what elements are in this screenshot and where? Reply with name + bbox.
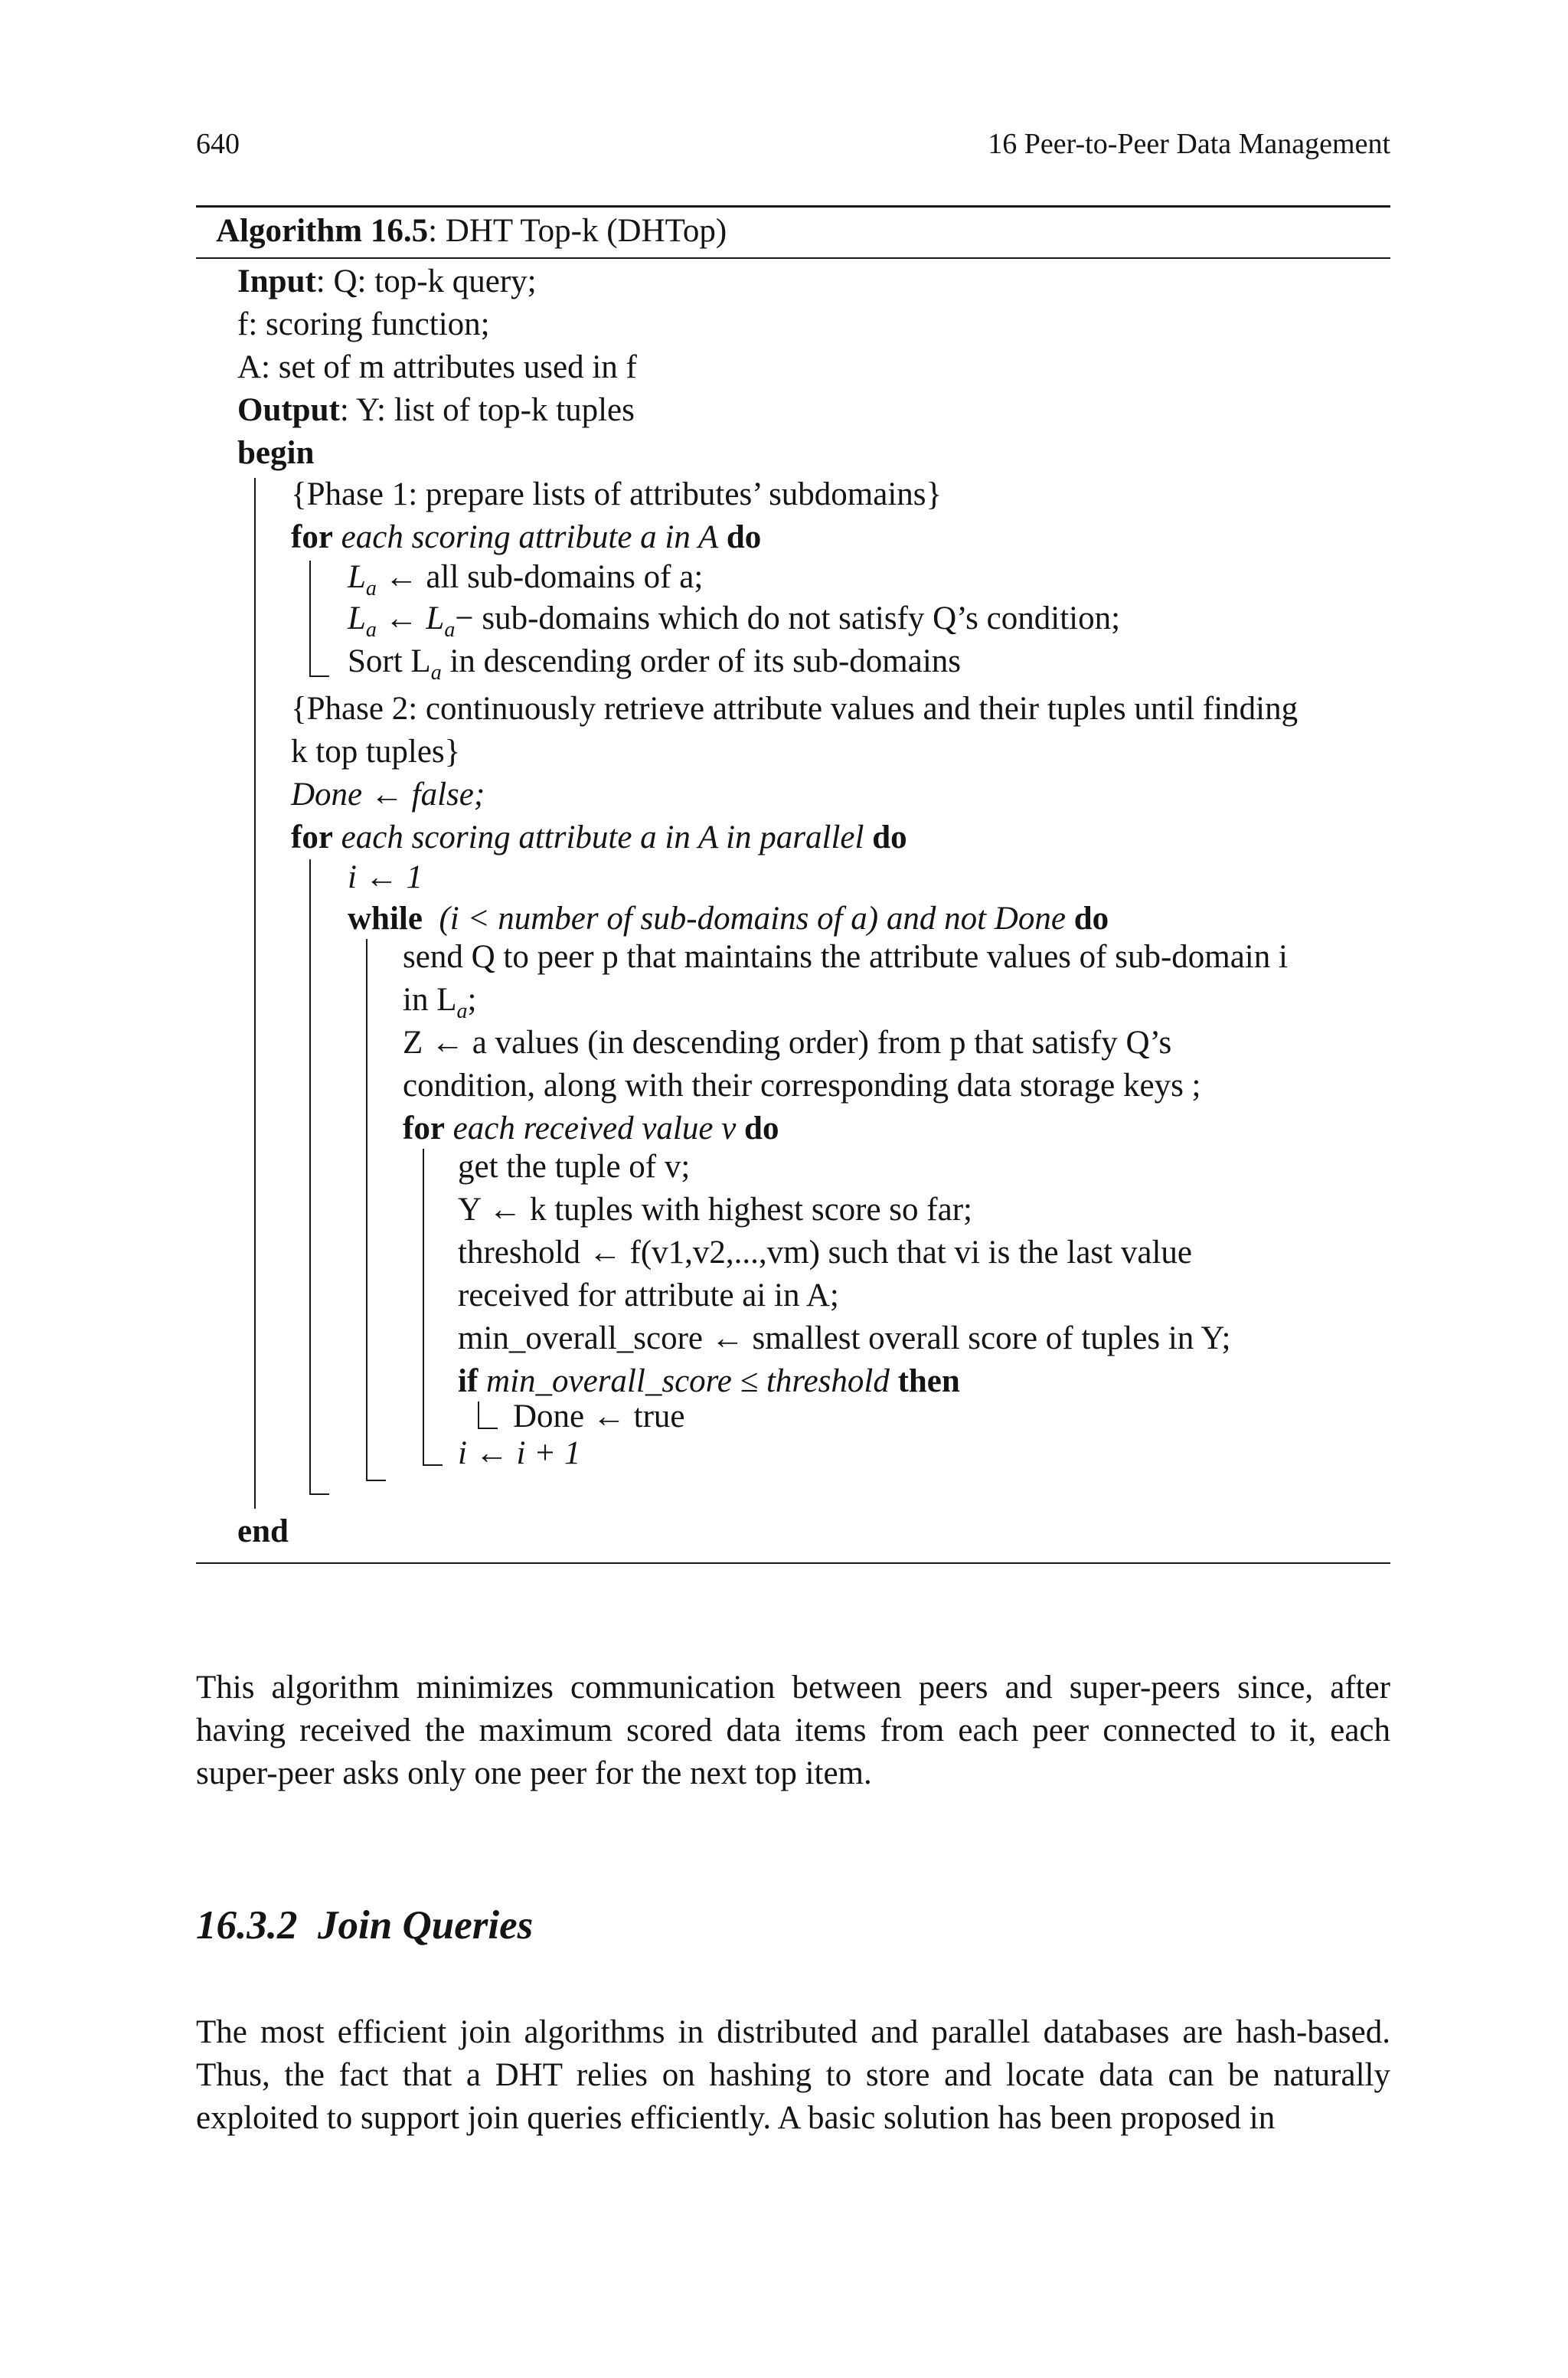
la-subscript: a bbox=[456, 999, 468, 1023]
do-keyword: do bbox=[726, 519, 762, 555]
while-condition: (i < number of sub-domains of a) and not Done bbox=[439, 901, 1066, 937]
send-line-2-text: in L bbox=[403, 982, 457, 1018]
sort-text: Sort L bbox=[348, 643, 431, 679]
while-block-bar bbox=[366, 939, 368, 1481]
for-loop-1-condition: each scoring attribute a in A bbox=[341, 519, 719, 555]
then-keyword: then bbox=[897, 1363, 960, 1399]
send-line-2-end: ; bbox=[467, 982, 477, 1018]
do-keyword: do bbox=[744, 1110, 779, 1146]
z-line-2: condition, along with their corresponding data storage keys ; bbox=[403, 1068, 1201, 1104]
output-keyword: Output bbox=[237, 392, 340, 428]
input-text: : Q: top-k query; bbox=[315, 263, 537, 299]
algorithm-caption-text: : DHT Top-k (DHTop) bbox=[428, 213, 727, 249]
min-score-line: min_overall_score ← smallest overall score of tuples in Y; bbox=[458, 1320, 1231, 1356]
section-heading bbox=[196, 1902, 533, 1948]
sort-line bbox=[348, 640, 961, 683]
i-init-line: i ← 1 bbox=[348, 859, 423, 895]
if-condition: min_overall_score ≤ threshold bbox=[486, 1363, 890, 1399]
for-loop-2-condition: each scoring attribute a in A in parallel bbox=[341, 819, 864, 855]
while-header bbox=[348, 898, 1109, 940]
algorithm-caption-label: Algorithm 16.5 bbox=[216, 213, 429, 249]
page-number: 640 bbox=[196, 128, 240, 160]
threshold-line-1: threshold ← f(v1,v2,...,vm) such that vi is the last value bbox=[458, 1235, 1192, 1271]
for-keyword: for bbox=[291, 819, 333, 855]
la-symbol: L bbox=[426, 600, 445, 636]
if-block-bar bbox=[478, 1402, 479, 1429]
algo-input-line bbox=[237, 260, 537, 303]
for3-block-end bbox=[423, 1464, 443, 1466]
for3-block-bar bbox=[423, 1149, 424, 1466]
get-tuple-line: get the tuple of v; bbox=[458, 1149, 691, 1185]
begin-keyword: begin bbox=[237, 435, 315, 471]
while-keyword: while bbox=[348, 901, 423, 937]
end-keyword: end bbox=[237, 1513, 289, 1549]
la-minus-line: $L_a$ ← $L_a-$ sub-domains which do not satisfy Q’s condition; bbox=[348, 600, 1121, 642]
phase2-comment-line1: {Phase 2: continuously retrieve attribute values and their tuples until finding bbox=[291, 691, 1298, 727]
sort-text-end: in descending order of its sub-domains bbox=[441, 643, 962, 679]
algorithm-caption-rule bbox=[196, 257, 1390, 259]
la-symbol: L bbox=[348, 600, 366, 636]
done-true-line: Done ← true bbox=[513, 1398, 685, 1434]
for-keyword: for bbox=[403, 1110, 445, 1146]
la-all-text: ← all sub-domains of a; bbox=[376, 559, 704, 595]
for-loop-1-header bbox=[291, 516, 761, 559]
while-block-end bbox=[366, 1480, 386, 1481]
algo-a-line: A: set of m attributes used in f bbox=[237, 349, 637, 385]
la-subscript: a bbox=[430, 661, 442, 685]
section-title: Join Queries bbox=[318, 1903, 534, 1948]
la-all-line bbox=[348, 556, 703, 599]
algorithm-top-rule bbox=[196, 205, 1390, 208]
for1-block-bar bbox=[309, 561, 311, 677]
running-title: 16 Peer-to-Peer Data Management bbox=[988, 128, 1390, 160]
for2-block-end bbox=[309, 1493, 329, 1495]
z-line-1: Z ← a values (in descending order) from p that satisfy Q’s bbox=[403, 1025, 1172, 1061]
begin-block-bar bbox=[254, 478, 256, 1509]
do-keyword: do bbox=[872, 819, 907, 855]
la-symbol: L bbox=[348, 559, 366, 595]
send-line-2 bbox=[403, 979, 476, 1022]
for-loop-3-condition: each received value v bbox=[452, 1110, 737, 1146]
la-subscript: a bbox=[365, 577, 377, 600]
if-block-end bbox=[478, 1428, 498, 1429]
do-keyword: do bbox=[1073, 901, 1109, 937]
algorithm-caption bbox=[216, 210, 727, 253]
output-text: : Y: list of top-k tuples bbox=[339, 392, 635, 428]
algo-output-line bbox=[237, 389, 635, 432]
algo-f-line: f: scoring function; bbox=[237, 306, 490, 342]
body-paragraph-1: This algorithm minimizes communication between peers and super-peers since, after having received the maximum scored data items from each peer connected to it, each super-peer asks only one peer for the next top item. bbox=[196, 1670, 1390, 1791]
algorithm-bottom-rule bbox=[196, 1562, 1390, 1564]
body-paragraph-2: The most efficient join algorithms in distributed and parallel databases are hash-based. Thus, the fact that a DHT relies on hashing to store and locate data can be naturally exploited to support join queries efficiently. A basic solution has been proposed in bbox=[196, 2014, 1390, 2136]
for-loop-3-header bbox=[403, 1107, 779, 1150]
threshold-line-2: received for attribute ai in A; bbox=[458, 1277, 839, 1313]
phase1-comment: {Phase 1: prepare lists of attributes’ subdomains} bbox=[291, 476, 942, 512]
done-init-line: Done ← false; bbox=[291, 777, 485, 813]
la-subscript: a bbox=[444, 618, 456, 642]
send-line-1: send Q to peer p that maintains the attribute values of sub-domain i bbox=[403, 939, 1288, 975]
if-keyword: if bbox=[458, 1363, 479, 1399]
for1-block-end bbox=[309, 675, 329, 677]
phase2-comment-line2: k top tuples} bbox=[291, 734, 461, 770]
y-line: Y ← k tuples with highest score so far; bbox=[458, 1192, 972, 1228]
la-minus-text: sub-domains which do not satisfy Q’s condition; bbox=[473, 600, 1121, 636]
input-keyword: Input bbox=[237, 263, 316, 299]
for2-block-bar bbox=[309, 859, 311, 1495]
section-number: 16.3.2 bbox=[196, 1903, 298, 1948]
for-loop-2-header bbox=[291, 816, 907, 859]
for-keyword: for bbox=[291, 519, 333, 555]
la-subscript: a bbox=[365, 618, 377, 642]
i-increment-line: i ← i + 1 bbox=[458, 1435, 581, 1471]
